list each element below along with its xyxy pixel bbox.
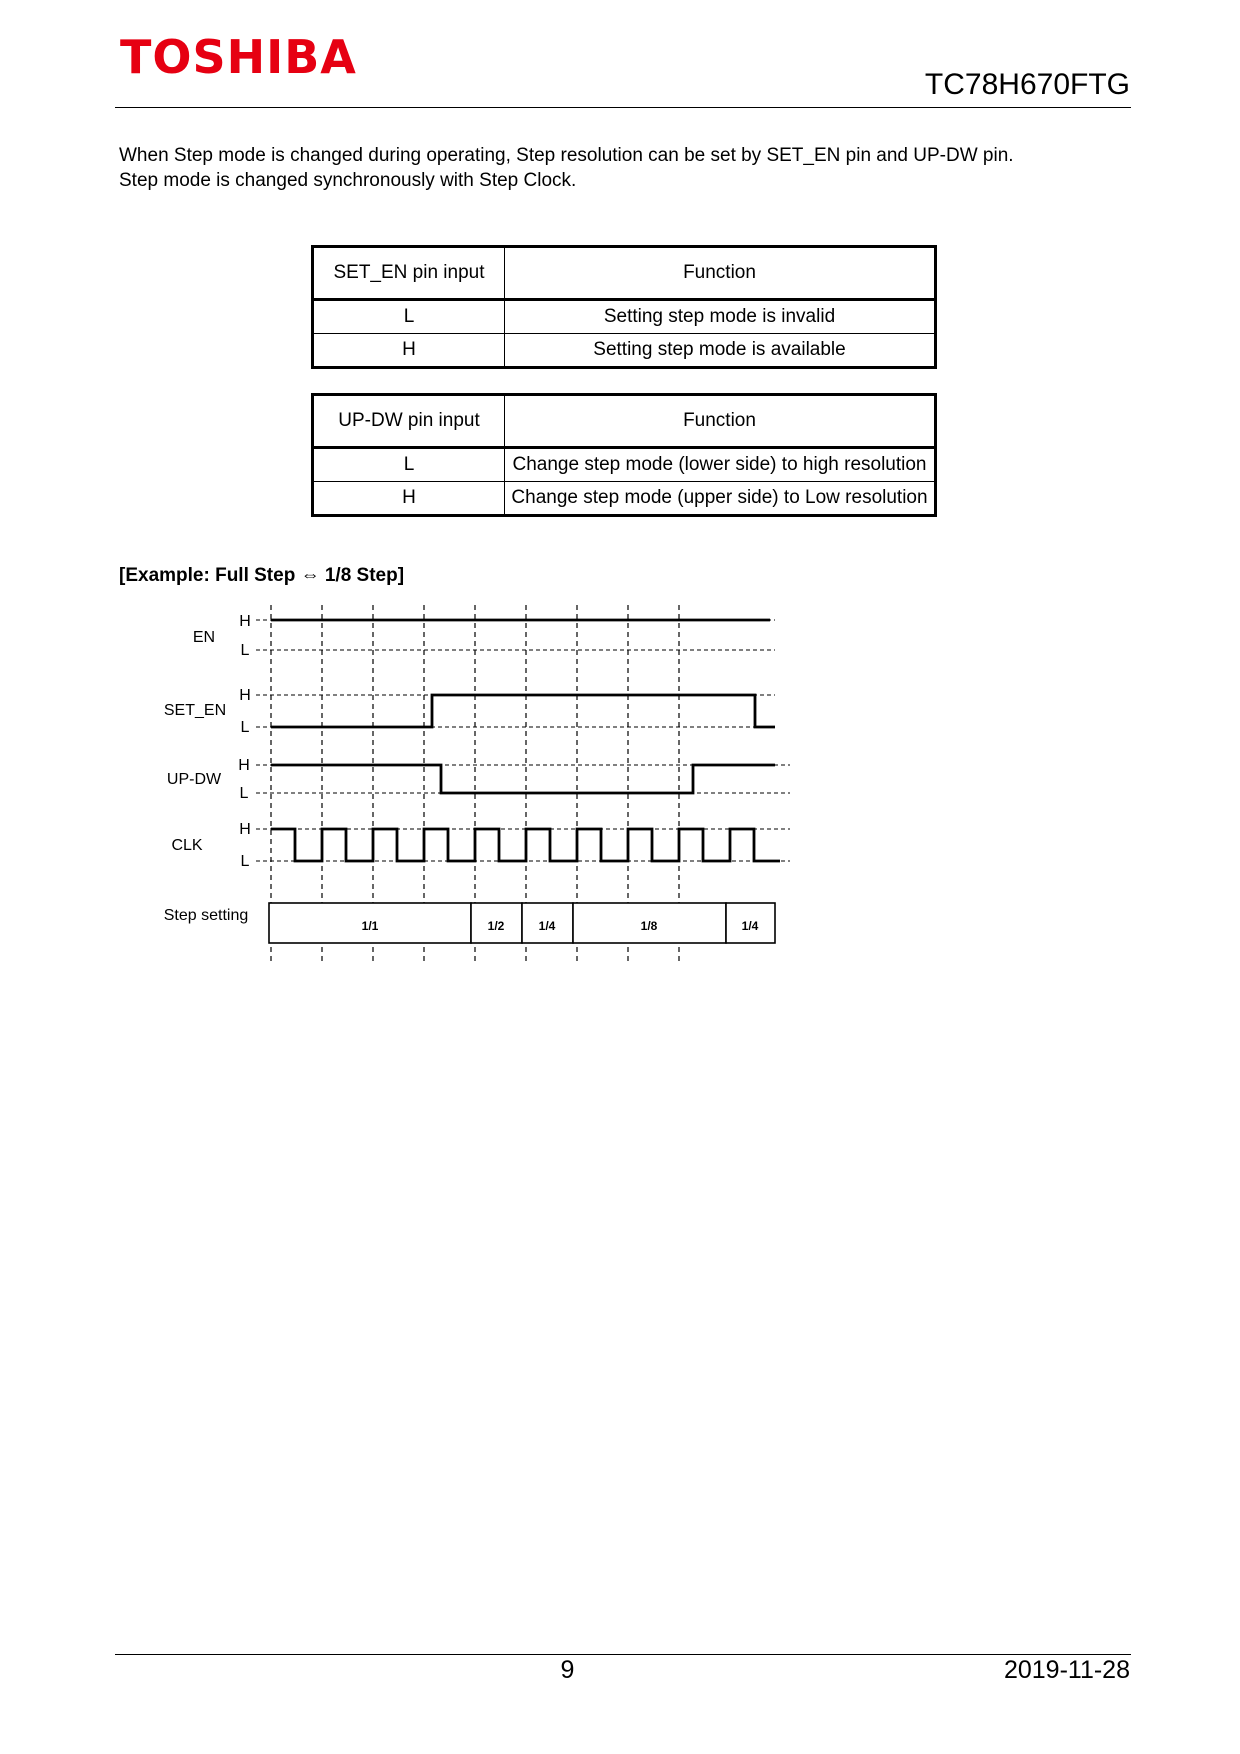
- table-cell: L: [313, 448, 505, 482]
- up-dw-waveform: [271, 765, 775, 793]
- level-label-low: L: [240, 719, 250, 736]
- step-setting-label: Step setting: [163, 907, 249, 924]
- step-setting-value: 1/2: [487, 919, 505, 933]
- table-header-cell: SET_EN pin input: [313, 247, 505, 300]
- table-cell: Change step mode (lower side) to high resolution: [505, 448, 936, 482]
- clk-waveform: [271, 829, 780, 861]
- step-setting-value: 1/8: [640, 919, 658, 933]
- step-setting-value: 1/4: [741, 919, 759, 933]
- level-label-low: L: [240, 642, 250, 659]
- part-number: TC78H670FTG: [924, 68, 1130, 101]
- up-dw-table: [311, 393, 937, 517]
- table-row: [313, 448, 936, 482]
- signal-label-set-en: SET_EN: [163, 702, 227, 719]
- level-label-high: H: [239, 613, 251, 630]
- level-label-high: H: [239, 821, 251, 838]
- level-label-high: H: [239, 687, 251, 704]
- intro-paragraph: [119, 143, 1014, 193]
- table-cell: H: [313, 334, 505, 368]
- toshiba-logo: TOSHIBA: [120, 30, 357, 84]
- table-row: [313, 334, 936, 368]
- set-en-waveform: [271, 695, 775, 727]
- level-label-low: L: [240, 853, 250, 870]
- table-cell: Change step mode (upper side) to Low resolution: [505, 482, 936, 516]
- intro-line-1: When Step mode is changed during operating, Step resolution can be set by SET_EN pin and UP-DW pin.: [119, 145, 1014, 166]
- level-label-high: H: [238, 757, 250, 774]
- example-title: [Example: Full Step ⇔ 1/8 Step]: [119, 565, 405, 586]
- table-cell: H: [313, 482, 505, 516]
- header-divider: [115, 107, 1131, 108]
- signal-label-clk: CLK: [171, 837, 203, 854]
- signal-label-en: EN: [192, 629, 216, 646]
- page-number: 9: [560, 1656, 575, 1684]
- intro-line-2: Step mode is changed synchronously with Step Clock.: [119, 170, 577, 191]
- footer-divider: [115, 1654, 1131, 1655]
- timing-diagram: [140, 600, 800, 970]
- document-date: 2019-11-28: [1003, 1656, 1130, 1684]
- table-cell: Setting step mode is available: [505, 334, 936, 368]
- signal-label-up-dw: UP-DW: [166, 771, 222, 788]
- table-cell: L: [313, 300, 505, 334]
- table-header-row: [313, 247, 936, 300]
- table-row: [313, 482, 936, 516]
- set-en-table: [311, 245, 937, 369]
- level-label-low: L: [239, 785, 249, 802]
- table-header-cell: Function: [505, 247, 936, 300]
- step-setting-value: 1/1: [361, 919, 379, 933]
- table-header-cell: Function: [505, 395, 936, 448]
- table-header-row: [313, 395, 936, 448]
- step-setting-value: 1/4: [538, 919, 556, 933]
- table-header-cell: UP-DW pin input: [313, 395, 505, 448]
- table-row: [313, 300, 936, 334]
- table-cell: Setting step mode is invalid: [505, 300, 936, 334]
- level-lines: [256, 620, 790, 861]
